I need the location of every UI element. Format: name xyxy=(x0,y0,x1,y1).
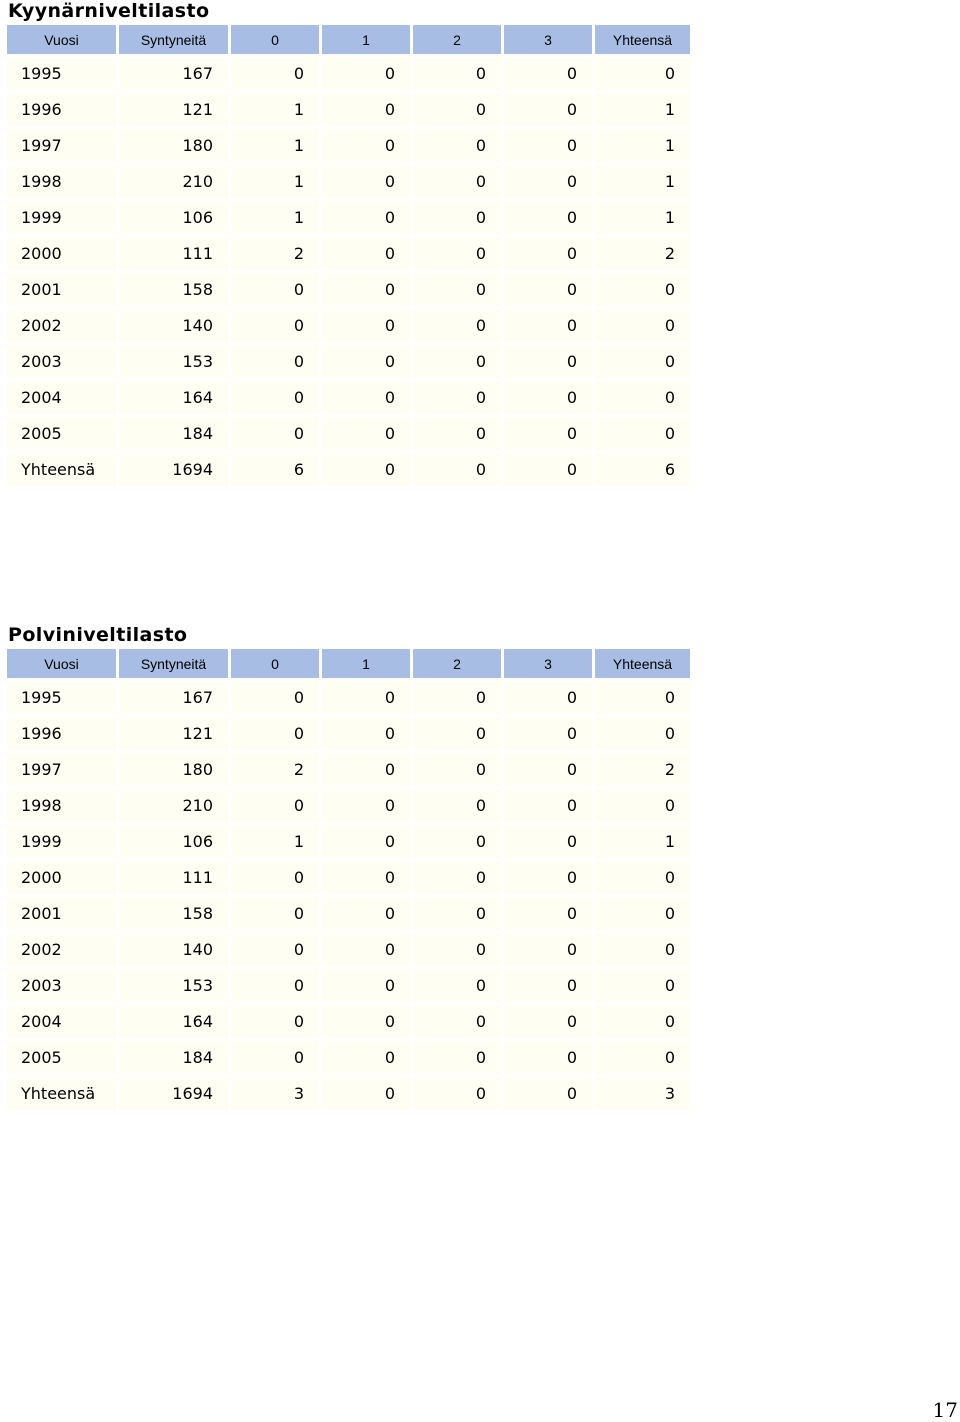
value-cell: 0 xyxy=(322,717,410,750)
value-cell: 0 xyxy=(231,933,319,966)
value-cell: 0 xyxy=(322,825,410,858)
value-cell: 0 xyxy=(504,129,592,162)
table-header-row xyxy=(7,649,690,678)
value-cell: 0 xyxy=(413,57,501,90)
value-cell: 0 xyxy=(504,861,592,894)
value-cell: 0 xyxy=(413,861,501,894)
value-cell: 0 xyxy=(504,1077,592,1110)
value-cell: 0 xyxy=(322,897,410,930)
value-cell: 0 xyxy=(322,753,410,786)
value-cell: 0 xyxy=(504,825,592,858)
value-cell: 2 xyxy=(595,753,690,786)
table-row xyxy=(7,309,690,342)
value-cell: 1 xyxy=(595,129,690,162)
value-cell: 140 xyxy=(119,933,228,966)
value-cell: 0 xyxy=(322,345,410,378)
value-cell: 0 xyxy=(413,933,501,966)
year-cell: 1997 xyxy=(7,753,116,786)
value-cell: 2 xyxy=(231,753,319,786)
value-cell: 0 xyxy=(322,861,410,894)
year-cell: 2000 xyxy=(7,861,116,894)
value-cell: 0 xyxy=(504,93,592,126)
value-cell: 121 xyxy=(119,93,228,126)
value-cell: 0 xyxy=(595,381,690,414)
value-cell: 0 xyxy=(413,1005,501,1038)
table-row xyxy=(7,969,690,1002)
year-cell: 1999 xyxy=(7,201,116,234)
value-cell: 0 xyxy=(413,681,501,714)
elbow-table xyxy=(4,22,693,489)
column-header: 3 xyxy=(504,649,592,678)
value-cell: 167 xyxy=(119,57,228,90)
table-row xyxy=(7,753,690,786)
value-cell: 164 xyxy=(119,1005,228,1038)
value-cell: 140 xyxy=(119,309,228,342)
value-cell: 0 xyxy=(231,381,319,414)
year-cell: 2001 xyxy=(7,897,116,930)
column-header: Syntyneitä xyxy=(119,649,228,678)
value-cell: 0 xyxy=(322,681,410,714)
value-cell: 0 xyxy=(504,237,592,270)
value-cell: 111 xyxy=(119,861,228,894)
year-cell: Yhteensä xyxy=(7,1077,116,1110)
value-cell: 0 xyxy=(413,129,501,162)
value-cell: 1694 xyxy=(119,1077,228,1110)
year-cell: Yhteensä xyxy=(7,453,116,486)
value-cell: 0 xyxy=(504,165,592,198)
value-cell: 0 xyxy=(231,273,319,306)
value-cell: 0 xyxy=(231,717,319,750)
value-cell: 1 xyxy=(231,825,319,858)
value-cell: 0 xyxy=(322,201,410,234)
value-cell: 0 xyxy=(504,717,592,750)
value-cell: 121 xyxy=(119,717,228,750)
value-cell: 184 xyxy=(119,417,228,450)
value-cell: 0 xyxy=(322,237,410,270)
value-cell: 0 xyxy=(504,345,592,378)
value-cell: 0 xyxy=(504,681,592,714)
value-cell: 1 xyxy=(231,129,319,162)
table-row xyxy=(7,789,690,822)
elbow-title: Kyynärniveltilasto xyxy=(8,0,210,22)
value-cell: 0 xyxy=(595,345,690,378)
value-cell: 0 xyxy=(413,345,501,378)
value-cell: 1 xyxy=(231,93,319,126)
table-row xyxy=(7,273,690,306)
column-header: Yhteensä xyxy=(595,649,690,678)
value-cell: 0 xyxy=(595,789,690,822)
value-cell: 0 xyxy=(504,753,592,786)
value-cell: 0 xyxy=(504,1041,592,1074)
value-cell: 0 xyxy=(504,309,592,342)
value-cell: 158 xyxy=(119,273,228,306)
table-row xyxy=(7,93,690,126)
table-row xyxy=(7,345,690,378)
table-row xyxy=(7,717,690,750)
table-row xyxy=(7,381,690,414)
value-cell: 0 xyxy=(322,453,410,486)
value-cell: 0 xyxy=(413,969,501,1002)
table-row xyxy=(7,417,690,450)
value-cell: 0 xyxy=(231,309,319,342)
knee-section xyxy=(7,624,693,1113)
value-cell: 0 xyxy=(413,1041,501,1074)
value-cell: 0 xyxy=(413,897,501,930)
column-header: 1 xyxy=(322,25,410,54)
value-cell: 1 xyxy=(231,201,319,234)
year-cell: 1997 xyxy=(7,129,116,162)
column-header: Yhteensä xyxy=(595,25,690,54)
year-cell: 1996 xyxy=(7,93,116,126)
table-row xyxy=(7,825,690,858)
value-cell: 0 xyxy=(231,1041,319,1074)
value-cell: 0 xyxy=(231,417,319,450)
value-cell: 0 xyxy=(322,309,410,342)
year-cell: 2001 xyxy=(7,273,116,306)
value-cell: 0 xyxy=(413,381,501,414)
column-header: 0 xyxy=(231,649,319,678)
total-row xyxy=(7,453,690,486)
value-cell: 0 xyxy=(413,165,501,198)
value-cell: 0 xyxy=(595,717,690,750)
value-cell: 0 xyxy=(322,933,410,966)
value-cell: 153 xyxy=(119,345,228,378)
value-cell: 164 xyxy=(119,381,228,414)
value-cell: 0 xyxy=(322,969,410,1002)
value-cell: 0 xyxy=(595,57,690,90)
year-cell: 1998 xyxy=(7,789,116,822)
value-cell: 106 xyxy=(119,825,228,858)
value-cell: 0 xyxy=(231,57,319,90)
value-cell: 210 xyxy=(119,789,228,822)
value-cell: 1 xyxy=(595,825,690,858)
knee-table xyxy=(4,646,693,1113)
value-cell: 0 xyxy=(504,57,592,90)
table-row xyxy=(7,201,690,234)
value-cell: 0 xyxy=(595,969,690,1002)
value-cell: 3 xyxy=(595,1077,690,1110)
value-cell: 0 xyxy=(413,417,501,450)
value-cell: 1 xyxy=(595,93,690,126)
value-cell: 0 xyxy=(322,417,410,450)
value-cell: 0 xyxy=(413,93,501,126)
table-row xyxy=(7,681,690,714)
value-cell: 2 xyxy=(595,237,690,270)
year-cell: 2002 xyxy=(7,309,116,342)
value-cell: 0 xyxy=(595,309,690,342)
year-cell: 1995 xyxy=(7,57,116,90)
elbow-section xyxy=(7,0,693,489)
column-header: 2 xyxy=(413,25,501,54)
value-cell: 0 xyxy=(231,969,319,1002)
value-cell: 0 xyxy=(504,417,592,450)
value-cell: 0 xyxy=(231,897,319,930)
value-cell: 0 xyxy=(322,1041,410,1074)
column-header: Vuosi xyxy=(7,25,116,54)
year-cell: 1996 xyxy=(7,717,116,750)
value-cell: 0 xyxy=(231,345,319,378)
value-cell: 0 xyxy=(504,897,592,930)
table-header-row xyxy=(7,25,690,54)
column-header: 2 xyxy=(413,649,501,678)
year-cell: 1999 xyxy=(7,825,116,858)
value-cell: 0 xyxy=(322,57,410,90)
column-header: 1 xyxy=(322,649,410,678)
year-cell: 2005 xyxy=(7,417,116,450)
table-row xyxy=(7,1041,690,1074)
year-cell: 2000 xyxy=(7,237,116,270)
value-cell: 0 xyxy=(413,753,501,786)
year-cell: 2004 xyxy=(7,381,116,414)
value-cell: 0 xyxy=(595,1005,690,1038)
year-cell: 2003 xyxy=(7,345,116,378)
value-cell: 167 xyxy=(119,681,228,714)
value-cell: 0 xyxy=(504,381,592,414)
value-cell: 0 xyxy=(322,129,410,162)
total-row xyxy=(7,1077,690,1110)
column-header: Syntyneitä xyxy=(119,25,228,54)
value-cell: 0 xyxy=(231,1005,319,1038)
value-cell: 153 xyxy=(119,969,228,1002)
value-cell: 0 xyxy=(595,861,690,894)
knee-title: Polviniveltilasto xyxy=(8,624,188,646)
value-cell: 180 xyxy=(119,129,228,162)
value-cell: 180 xyxy=(119,753,228,786)
value-cell: 0 xyxy=(504,789,592,822)
value-cell: 0 xyxy=(413,789,501,822)
value-cell: 1 xyxy=(595,165,690,198)
column-header: Vuosi xyxy=(7,649,116,678)
value-cell: 0 xyxy=(504,969,592,1002)
value-cell: 0 xyxy=(231,789,319,822)
value-cell: 6 xyxy=(231,453,319,486)
value-cell: 0 xyxy=(595,1041,690,1074)
value-cell: 0 xyxy=(322,93,410,126)
value-cell: 0 xyxy=(322,789,410,822)
value-cell: 0 xyxy=(322,381,410,414)
value-cell: 0 xyxy=(413,717,501,750)
table-row xyxy=(7,1005,690,1038)
value-cell: 0 xyxy=(595,681,690,714)
value-cell: 210 xyxy=(119,165,228,198)
table-row xyxy=(7,57,690,90)
value-cell: 0 xyxy=(322,165,410,198)
year-cell: 1995 xyxy=(7,681,116,714)
table-row xyxy=(7,165,690,198)
year-cell: 2002 xyxy=(7,933,116,966)
value-cell: 0 xyxy=(322,273,410,306)
value-cell: 0 xyxy=(413,201,501,234)
value-cell: 1 xyxy=(231,165,319,198)
value-cell: 0 xyxy=(595,933,690,966)
value-cell: 0 xyxy=(322,1005,410,1038)
table-row xyxy=(7,861,690,894)
value-cell: 3 xyxy=(231,1077,319,1110)
value-cell: 0 xyxy=(595,273,690,306)
value-cell: 0 xyxy=(231,681,319,714)
value-cell: 1 xyxy=(595,201,690,234)
value-cell: 0 xyxy=(413,237,501,270)
value-cell: 0 xyxy=(504,933,592,966)
value-cell: 0 xyxy=(322,1077,410,1110)
year-cell: 1998 xyxy=(7,165,116,198)
value-cell: 0 xyxy=(413,309,501,342)
value-cell: 0 xyxy=(413,1077,501,1110)
table-row xyxy=(7,237,690,270)
page-number: 17 xyxy=(932,1398,958,1422)
value-cell: 158 xyxy=(119,897,228,930)
value-cell: 106 xyxy=(119,201,228,234)
value-cell: 0 xyxy=(595,897,690,930)
value-cell: 6 xyxy=(595,453,690,486)
value-cell: 0 xyxy=(595,417,690,450)
value-cell: 111 xyxy=(119,237,228,270)
value-cell: 0 xyxy=(504,1005,592,1038)
value-cell: 0 xyxy=(413,825,501,858)
table-row xyxy=(7,897,690,930)
column-header: 0 xyxy=(231,25,319,54)
year-cell: 2004 xyxy=(7,1005,116,1038)
table-row xyxy=(7,129,690,162)
value-cell: 0 xyxy=(231,861,319,894)
value-cell: 0 xyxy=(413,453,501,486)
value-cell: 2 xyxy=(231,237,319,270)
value-cell: 1694 xyxy=(119,453,228,486)
year-cell: 2003 xyxy=(7,969,116,1002)
value-cell: 0 xyxy=(504,201,592,234)
value-cell: 0 xyxy=(504,453,592,486)
year-cell: 2005 xyxy=(7,1041,116,1074)
value-cell: 184 xyxy=(119,1041,228,1074)
column-header: 3 xyxy=(504,25,592,54)
table-row xyxy=(7,933,690,966)
value-cell: 0 xyxy=(504,273,592,306)
value-cell: 0 xyxy=(413,273,501,306)
